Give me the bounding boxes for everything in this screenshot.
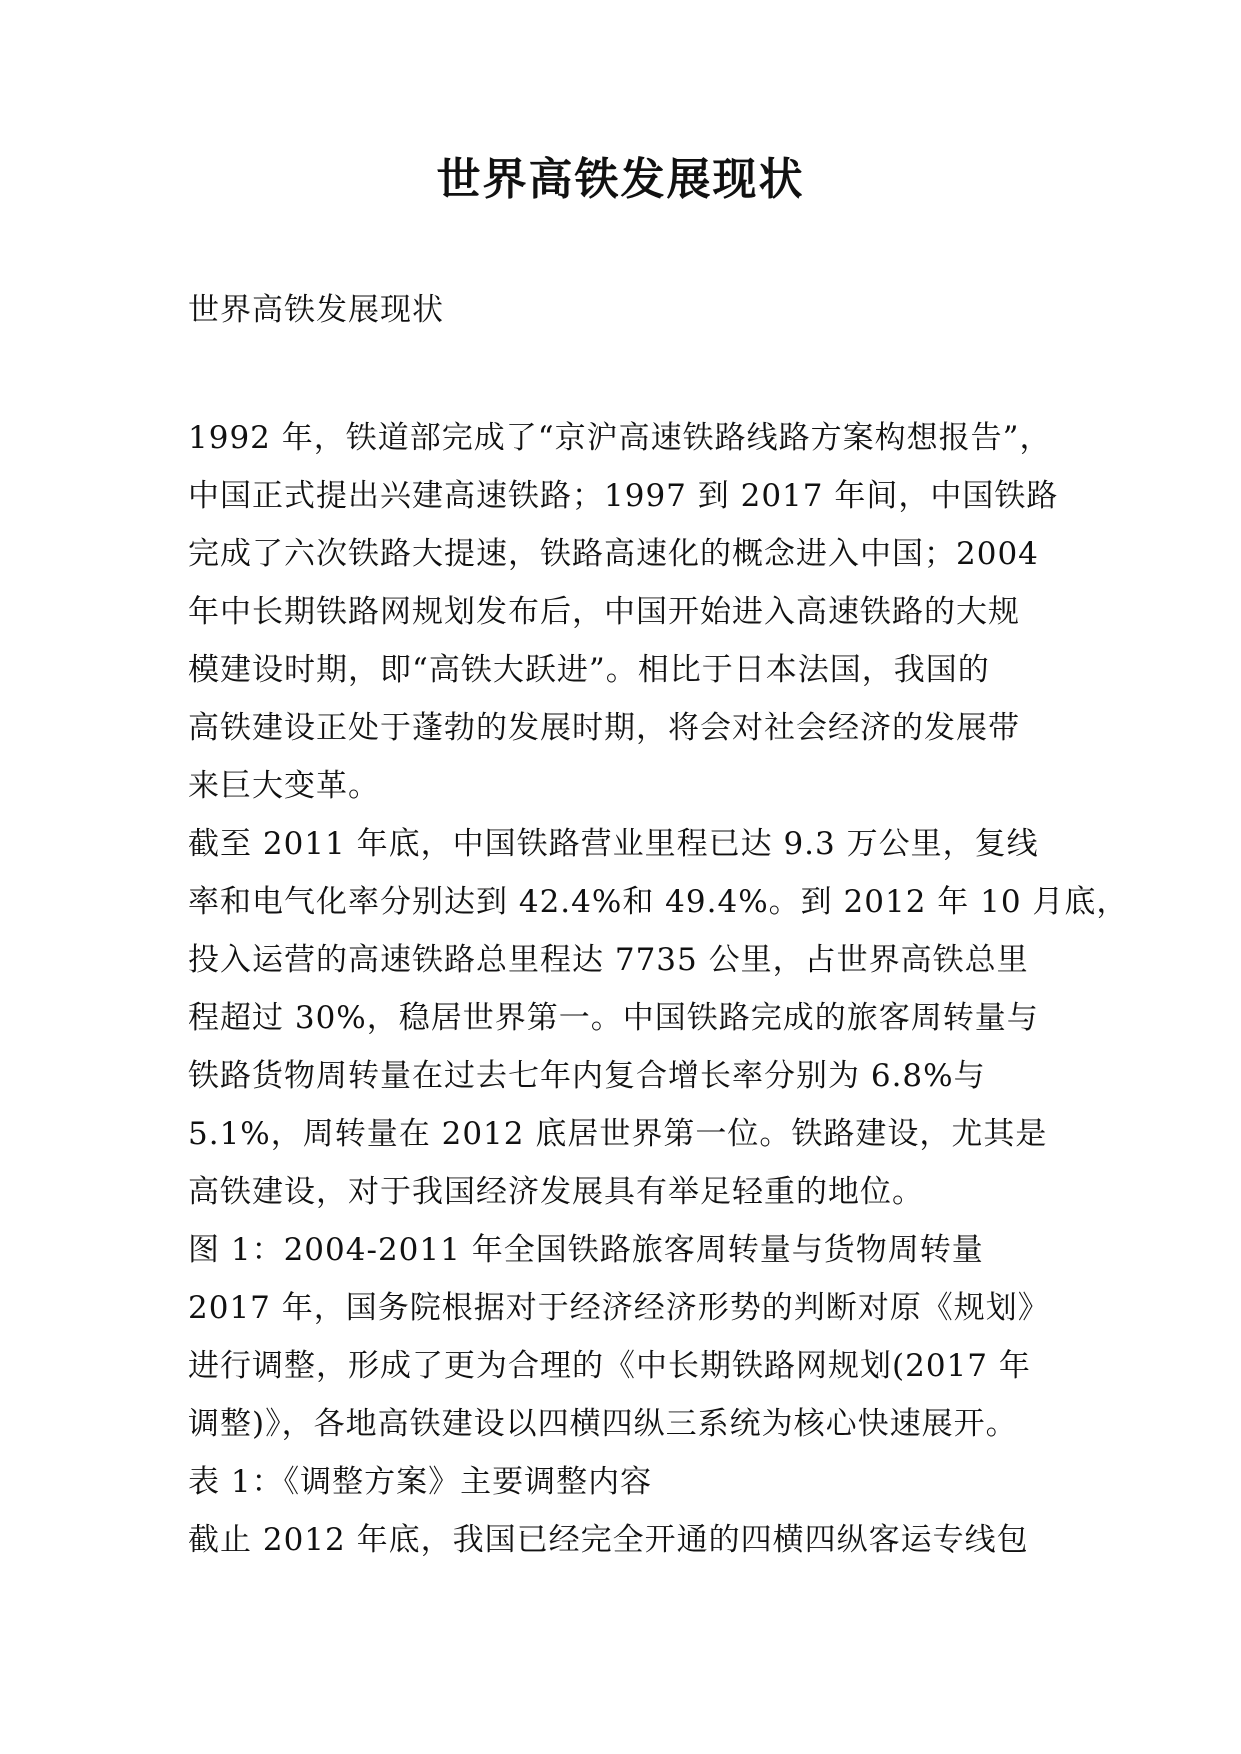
body-line: 年中长期铁路网规划发布后，中国开始进入高速铁路的大规 — [188, 594, 1020, 630]
body-line: 1992 年，铁道部完成了“京沪高速铁路线路方案构想报告”， — [188, 420, 1052, 456]
body-line: 程超过 30%，稳居世界第一。中国铁路完成的旅客周转量与 — [188, 1000, 1039, 1036]
body-line: 2017 年，国务院根据对于经济经济形势的判断对原《规划》 — [188, 1290, 1050, 1326]
body-line: 5.1%，周转量在 2012 底居世界第一位。铁路建设，尤其是 — [188, 1116, 1048, 1152]
body-line: 截止 2012 年底，我国已经完全开通的四横四纵客运专线包 — [188, 1522, 1029, 1558]
body-line: 完成了六次铁路大提速，铁路高速化的概念进入中国；2004 — [188, 536, 1039, 572]
body-line: 中国正式提出兴建高速铁路；1997 到 2017 年间，中国铁路 — [188, 478, 1059, 514]
body-line: 投入运营的高速铁路总里程达 7735 公里，占世界高铁总里 — [188, 942, 1029, 978]
body-line: 高铁建设，对于我国经济发展具有举足轻重的地位。 — [188, 1174, 924, 1210]
document-subtitle: 世界高铁发展现状 — [188, 292, 444, 328]
body-line: 率和电气化率分别达到 42.4%和 49.4%。到 2012 年 10 月底， — [188, 884, 1129, 920]
body-line: 截至 2011 年底，中国铁路营业里程已达 9.3 万公里，复线 — [188, 826, 1039, 862]
body-line: 高铁建设正处于蓬勃的发展时期，将会对社会经济的发展带 — [188, 710, 1020, 746]
body-line: 调整)》，各地高铁建设以四横四纵三系统为核心快速展开。 — [188, 1406, 1018, 1442]
body-line: 来巨大变革。 — [188, 768, 380, 804]
page-title: 世界高铁发展现状 — [436, 154, 805, 205]
figure-caption: 图 1：2004-2011 年全国铁路旅客周转量与货物周转量 — [188, 1232, 984, 1268]
document-body — [188, 409, 1129, 1569]
body-line: 铁路货物周转量在过去七年内复合增长率分别为 6.8%与 — [188, 1058, 986, 1094]
table-caption: 表 1：《调整方案》主要调整内容 — [188, 1464, 653, 1500]
body-line: 进行调整，形成了更为合理的《中长期铁路网规划(2017 年 — [188, 1348, 1031, 1384]
body-line: 模建设时期，即“高铁大跃进”。相比于日本法国，我国的 — [188, 652, 990, 688]
